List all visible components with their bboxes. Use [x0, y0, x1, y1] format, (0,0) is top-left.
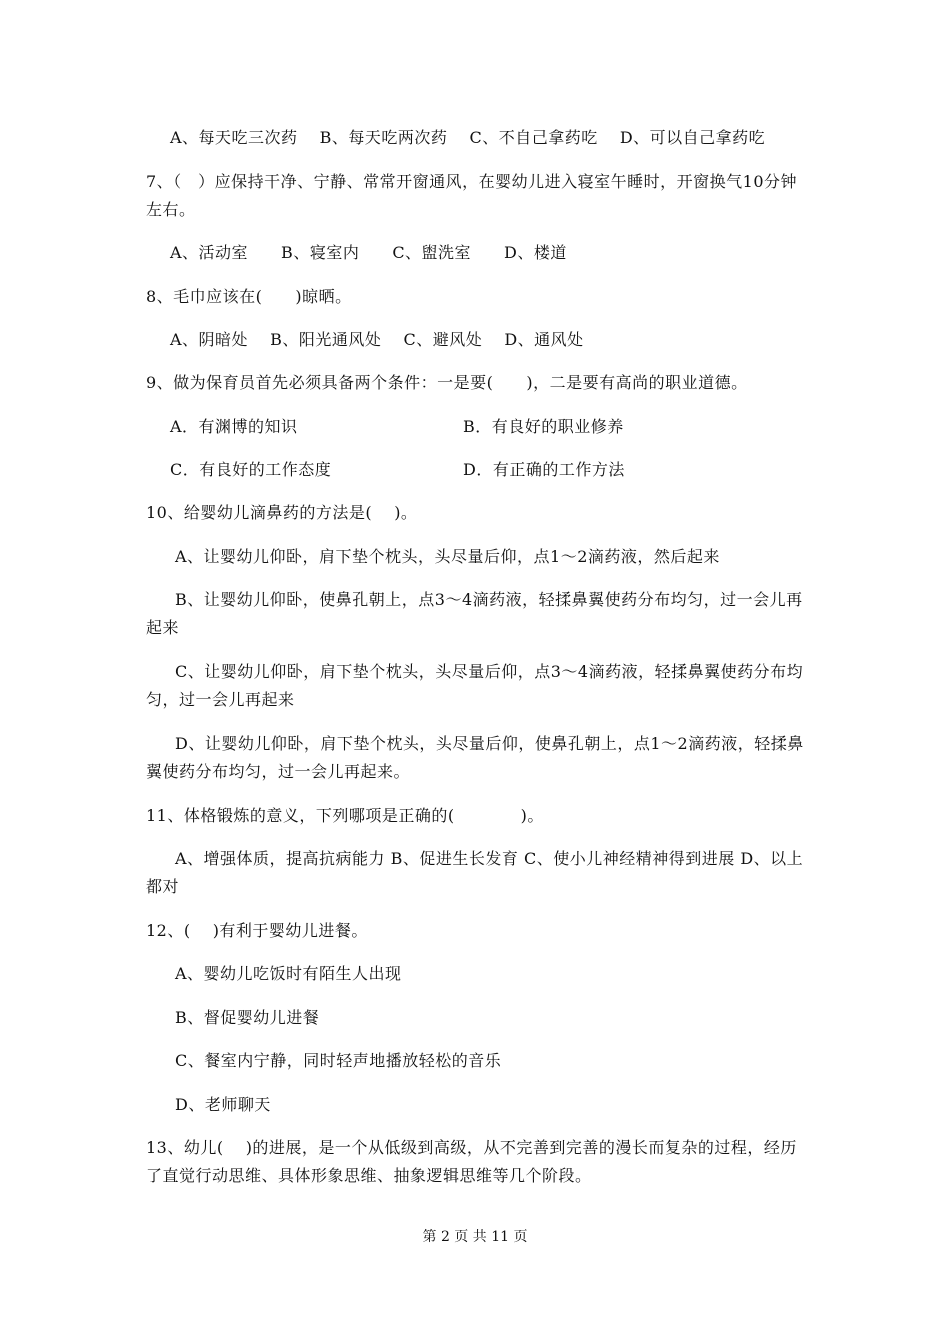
q9-option-a: A．有渊博的知识	[170, 417, 298, 436]
q9-option-c: C．有良好的工作态度	[170, 460, 332, 479]
q9-stem: 9、做为保育员首先必须具备两个条件：一是要( )，二是要有高尚的职业道德。	[146, 373, 748, 392]
q13-stem-line2: 了直觉行动思维、具体形象思维、抽象逻辑思维等几个阶段。	[146, 1166, 592, 1185]
q10-option-c-line1: C、让婴幼儿仰卧，肩下垫个枕头，头尽量后仰，点3～4滴药液，轻揉鼻翼使药分布均	[175, 662, 804, 681]
q11-options-line2: 都对	[146, 877, 180, 896]
q12-option-a: A、婴幼儿吃饭时有陌生人出现	[175, 964, 402, 983]
page-number-footer: 第 2 页 共 11 页	[422, 1229, 528, 1245]
q12-stem: 12、( )有利于婴幼儿进餐。	[146, 921, 368, 940]
q10-stem: 10、给婴幼儿滴鼻药的方法是( )。	[146, 503, 418, 522]
q9-option-b: B．有良好的职业修养	[463, 417, 624, 436]
q8-options: A、阴暗处 B、阳光通风处 C、避风处 D、通风处	[170, 330, 584, 349]
q9-option-d: D．有正确的工作方法	[463, 460, 625, 479]
q7-options: A、活动室 B、寝室内 C、盥洗室 D、楼道	[170, 243, 567, 262]
q13-stem-line1: 13、幼儿( )的进展，是一个从低级到高级，从不完善到完善的漫长而复杂的过程，经历	[146, 1138, 797, 1157]
q12-option-c: C、餐室内宁静，同时轻声地播放轻松的音乐	[175, 1051, 502, 1070]
q7-stem-line1: 7、（ ）应保持干净、宁静、常常开窗通风，在婴幼儿进入寝室午睡时，开窗换气10分钟	[146, 172, 798, 191]
q10-option-c-line2: 匀，过一会儿再起来	[146, 690, 295, 709]
q10-option-a: A、让婴幼儿仰卧，肩下垫个枕头，头尽量后仰，点1～2滴药液，然后起来	[175, 547, 720, 566]
q10-option-d-line1: D、让婴幼儿仰卧，肩下垫个枕头，头尽量后仰，使鼻孔朝上，点1～2滴药液，轻揉鼻	[175, 734, 804, 753]
q7-stem-line2: 左右。	[146, 200, 196, 219]
q10-option-d-line2: 翼使药分布均匀，过一会儿再起来。	[146, 762, 411, 781]
q12-option-d: D、老师聊天	[175, 1095, 271, 1114]
q11-stem: 11、体格锻炼的意义，下列哪项是正确的( )。	[146, 806, 544, 825]
q10-option-b-line2: 起来	[146, 618, 180, 637]
q12-option-b: B、督促婴幼儿进餐	[175, 1008, 320, 1027]
q10-option-b-line1: B、让婴幼儿仰卧，使鼻孔朝上，点3～4滴药液，轻揉鼻翼使药分布均匀，过一会儿再	[175, 590, 803, 609]
q6-options: A、每天吃三次药 B、每天吃两次药 C、不自己拿药吃 D、可以自己拿药吃	[170, 128, 766, 147]
q8-stem: 8、毛巾应该在( )晾晒。	[146, 287, 352, 306]
q11-options-line1: A、增强体质，提高抗病能力 B、促进生长发育 C、使小儿神经精神得到进展 D、以上	[175, 849, 804, 868]
